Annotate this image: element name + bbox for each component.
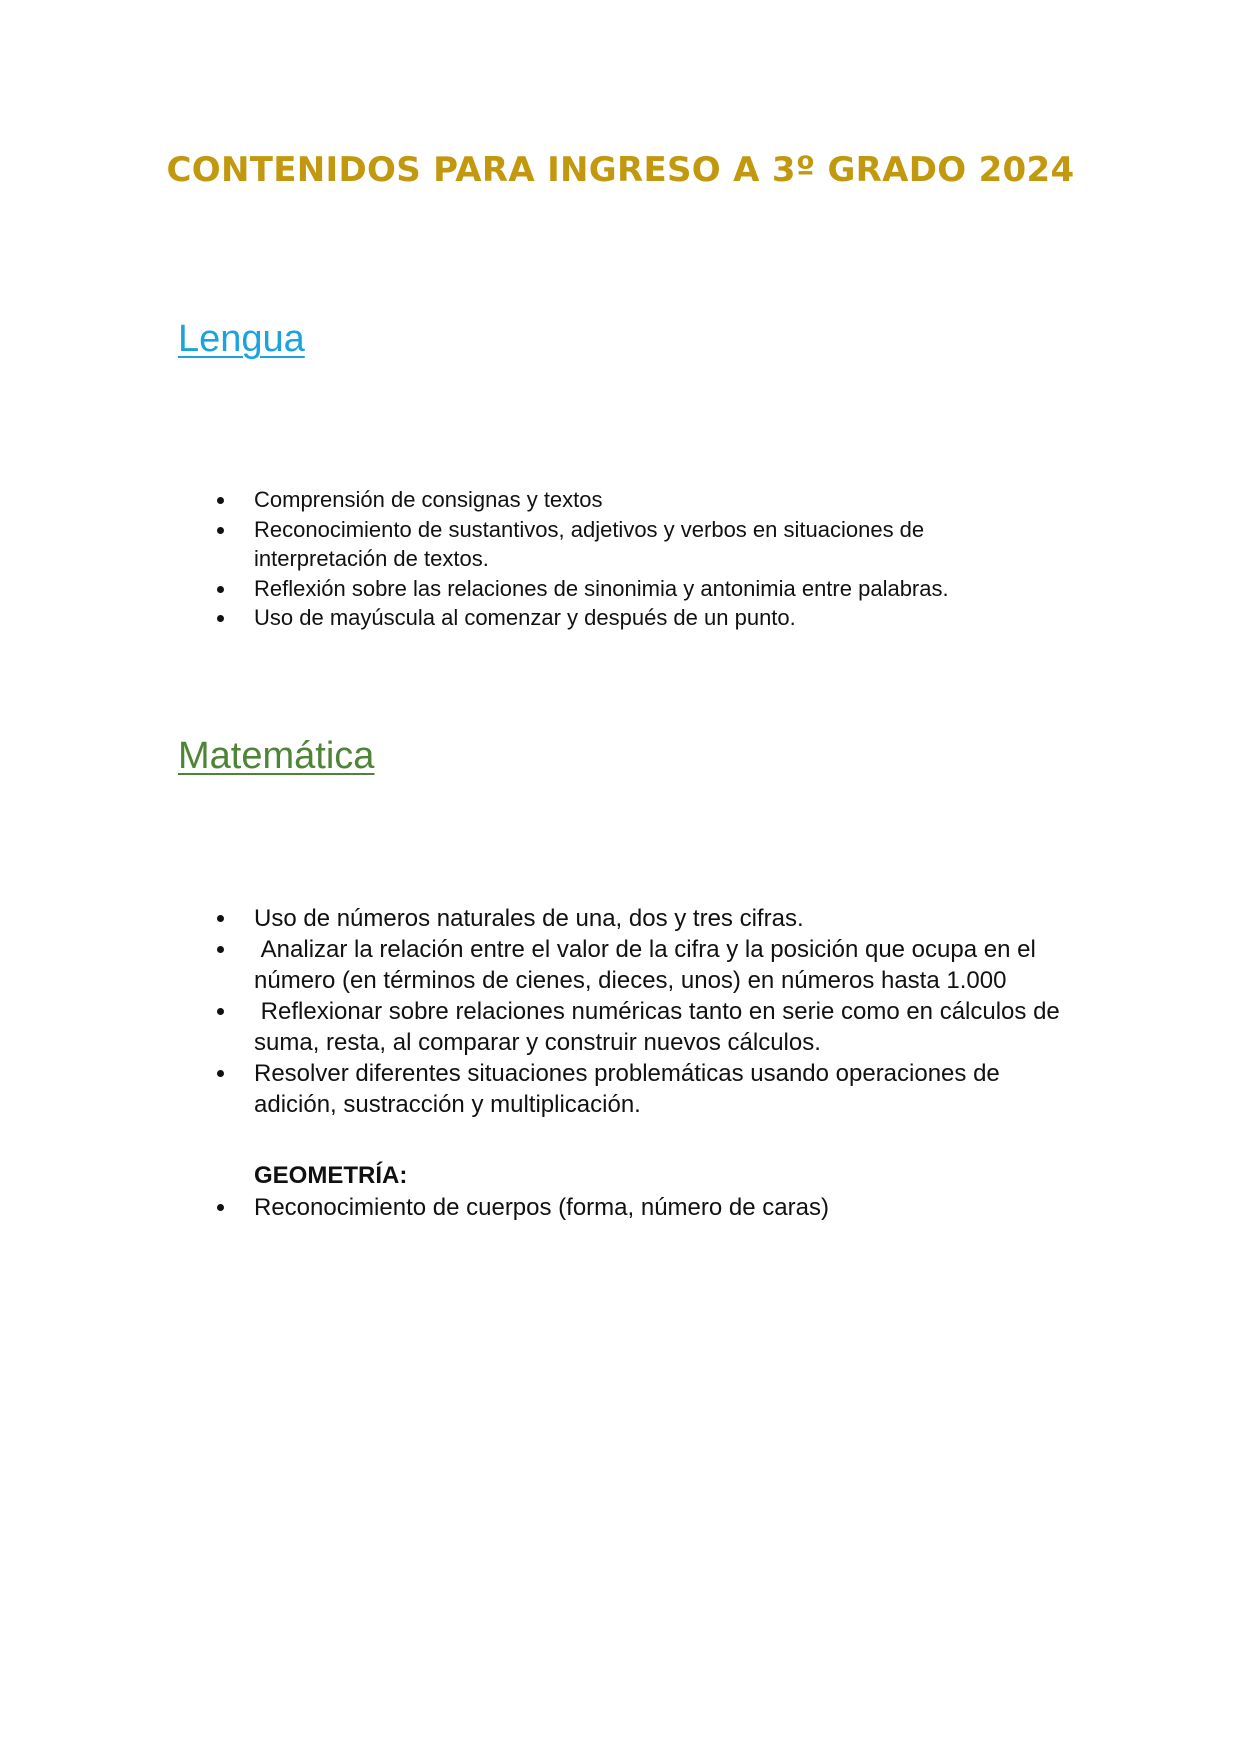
list-item (0, 996, 1074, 1058)
bullet-icon (217, 1008, 224, 1015)
bullet-icon (217, 586, 224, 593)
list-item (0, 603, 1084, 633)
list-item-text: Reflexionar sobre relaciones numéricas tanto en serie como en cálculos de suma, resta, al comparar y construir nuevos cálculos. (254, 998, 1067, 1056)
list-item (0, 515, 954, 574)
lengua-heading: Lengua (178, 318, 305, 360)
list-item-text: Resolver diferentes situaciones problemáticas usando operaciones de adición, sustracción y multiplicación. (254, 1060, 1000, 1118)
bullet-icon (217, 1204, 224, 1211)
matematica-list (0, 903, 1084, 1120)
list-item-text: Uso de números naturales de una, dos y tres cifras. (254, 905, 804, 932)
list-item (0, 574, 1084, 604)
list-item-text: Reflexión sobre las relaciones de sinonimia y antonimia entre palabras. (254, 575, 949, 601)
list-item (0, 1192, 1084, 1223)
bullet-icon (217, 915, 224, 922)
list-item (0, 903, 1084, 934)
document-title: CONTENIDOS PARA INGRESO A 3º GRADO 2024 (166, 150, 1075, 190)
list-item (0, 1058, 1074, 1120)
bullet-icon (217, 1070, 224, 1077)
list-item-text: Analizar la relación entre el valor de la cifra y la posición que ocupa en el número (en términos de cienes, dieces, unos) en números hasta 1.000 (254, 936, 1043, 994)
list-item-text: Comprensión de consignas y textos (254, 487, 603, 512)
lengua-list (0, 485, 1084, 633)
list-item-text: Reconocimiento de sustantivos, adjetivos y verbos en situaciones de interpretación de textos. (254, 516, 925, 571)
bullet-icon (217, 497, 224, 504)
list-item-text: Uso de mayúscula al comenzar y después de un punto. (254, 605, 796, 630)
geometria-heading: GEOMETRÍA: (254, 1162, 408, 1189)
matematica-heading: Matemática (178, 735, 375, 777)
bullet-icon (217, 527, 224, 534)
geometria-list (0, 1192, 1084, 1223)
list-item (0, 485, 1084, 515)
list-item-text: Reconocimiento de cuerpos (forma, número de caras) (254, 1194, 829, 1221)
list-item (0, 934, 1074, 996)
bullet-icon (217, 946, 224, 953)
bullet-icon (217, 615, 224, 622)
